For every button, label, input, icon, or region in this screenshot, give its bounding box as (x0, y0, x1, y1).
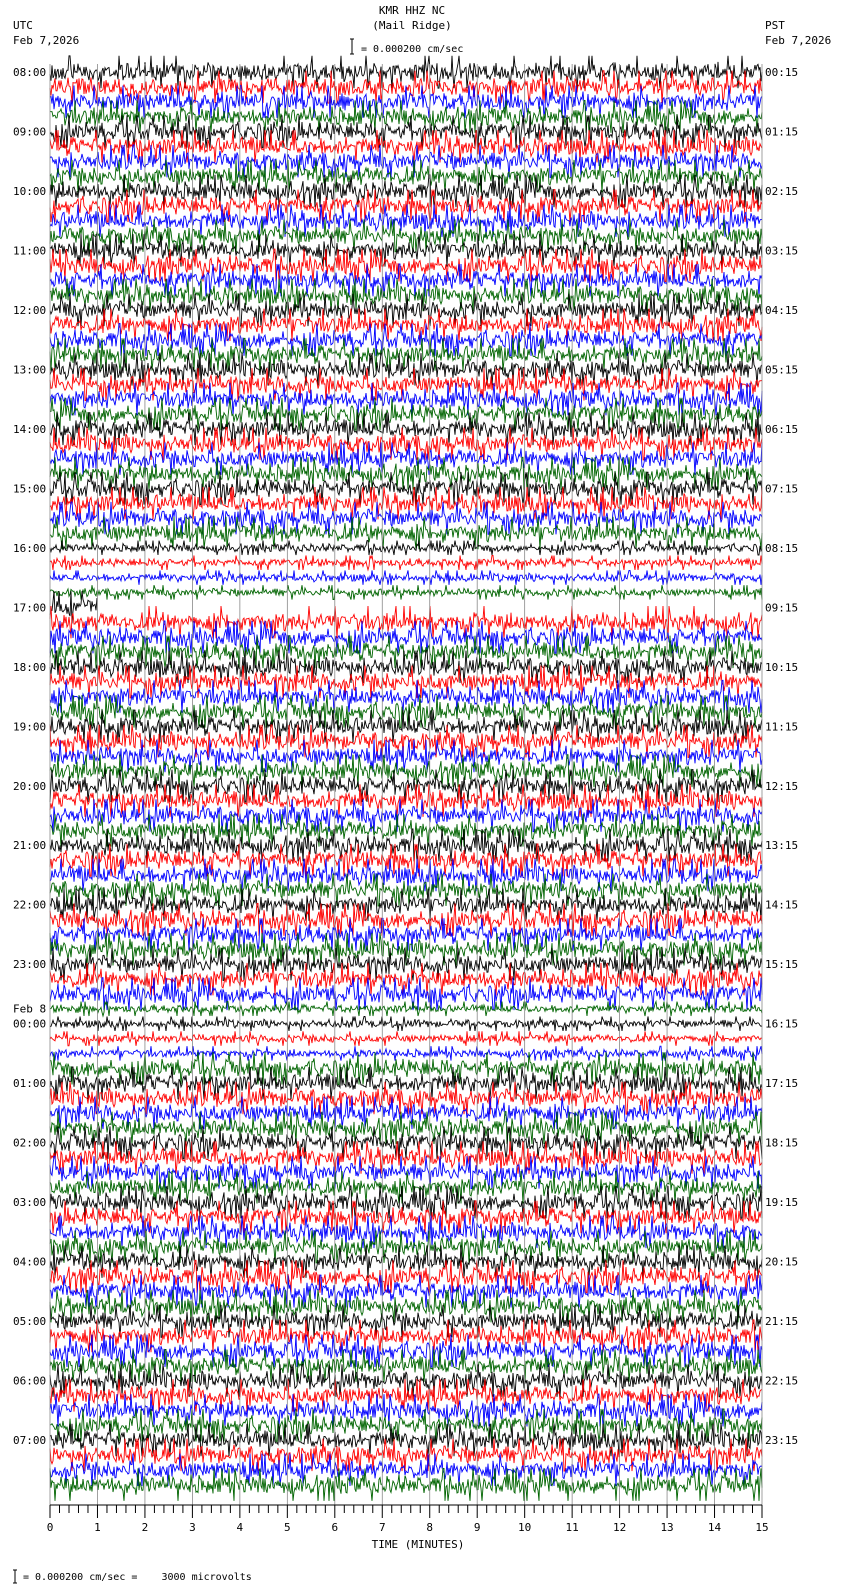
seismic-trace (50, 585, 762, 599)
utc-hour-label: 15:00 (13, 482, 47, 496)
pst-hour-label: 22:15 (765, 1374, 799, 1388)
utc-hour-label: 10:00 (13, 184, 47, 198)
seismic-trace (50, 570, 762, 584)
pst-hour-label: 16:15 (765, 1017, 799, 1031)
pst-hour-label: 07:15 (765, 482, 799, 496)
pst-hour-label: 08:15 (765, 541, 799, 555)
x-tick-label: 5 (284, 1521, 291, 1534)
utc-hour-label: 05:00 (13, 1315, 47, 1329)
pst-hour-label: 18:15 (765, 1136, 799, 1150)
seismic-trace (50, 56, 762, 88)
utc-hour-label: 07:00 (13, 1434, 47, 1448)
date-change-label: Feb 8 (13, 1002, 47, 1016)
seismic-trace (50, 1031, 762, 1046)
pst-hour-label: 12:15 (765, 779, 799, 793)
pst-hour-label: 09:15 (765, 601, 799, 615)
seismic-trace (50, 1171, 762, 1204)
scale-bar-icon (350, 39, 354, 54)
seismic-trace (50, 621, 762, 653)
pst-hour-label: 15:15 (765, 958, 799, 972)
utc-hour-label: 08:00 (13, 66, 47, 79)
utc-hour-label: 03:00 (13, 1196, 47, 1210)
pst-hour-label: 01:15 (765, 125, 799, 139)
seismic-trace (50, 666, 762, 698)
x-tick-label: 9 (473, 1521, 481, 1534)
utc-hour-label: 17:00 (13, 601, 47, 615)
x-tick-label: 2 (141, 1521, 149, 1534)
seismic-trace (50, 1379, 762, 1411)
seismic-trace (50, 1097, 762, 1129)
utc-hour-label: 14:00 (13, 422, 47, 436)
pst-hour-label: 04:15 (765, 303, 799, 317)
seismic-trace (50, 556, 762, 570)
utc-hour-label: 11:00 (13, 244, 47, 258)
utc-hour-label: 01:00 (13, 1077, 47, 1091)
utc-hour-label: 22:00 (13, 898, 47, 912)
utc-hour-label: 19:00 (13, 720, 47, 734)
seismic-trace (50, 1305, 762, 1337)
x-tick-label: 11 (565, 1521, 579, 1534)
utc-hour-label: 00:00 (13, 1017, 47, 1031)
seismic-trace (50, 541, 762, 555)
traces (50, 56, 762, 1501)
x-tick-label: 3 (189, 1521, 196, 1534)
x-tick-label: 7 (378, 1521, 386, 1534)
seismic-trace (50, 1320, 762, 1352)
x-tick-label: 1 (94, 1521, 101, 1534)
pst-hour-label: 19:15 (765, 1196, 799, 1210)
utc-hour-label: 04:00 (13, 1255, 47, 1269)
pst-hour-label: 20:15 (765, 1255, 799, 1269)
utc-hour-label: 02:00 (13, 1136, 47, 1150)
utc-hour-label: 16:00 (13, 541, 47, 555)
pst-hour-label: 02:15 (765, 184, 799, 198)
utc-hour-label: 12:00 (13, 303, 47, 317)
utc-hour-label: 20:00 (13, 779, 47, 793)
pst-hour-label: 03:15 (765, 244, 799, 258)
x-tick-label: 0 (46, 1521, 54, 1534)
pst-hour-label: 11:15 (765, 720, 799, 734)
left-timezone: UTC (13, 19, 33, 32)
pst-hour-label: 06:15 (765, 422, 799, 436)
pst-hour-label: 14:15 (765, 898, 799, 912)
x-tick-label: 6 (331, 1521, 339, 1534)
pst-hour-label: 05:15 (765, 363, 799, 377)
pst-hour-label: 00:15 (765, 66, 799, 79)
utc-hour-label: 23:00 (13, 958, 47, 972)
x-tick-label: 10 (518, 1521, 532, 1534)
footer-scale-icon (13, 1570, 17, 1583)
utc-hour-label: 13:00 (13, 363, 47, 377)
pst-hour-label: 21:15 (765, 1315, 799, 1329)
station-title: KMR HHZ NC (378, 4, 446, 17)
pst-hour-label: 13:15 (765, 839, 799, 853)
x-tick-label: 15 (755, 1521, 769, 1534)
utc-hour-label: 06:00 (13, 1374, 47, 1388)
x-axis-label: TIME (MINUTES) (371, 1538, 465, 1551)
seismic-trace (50, 1017, 762, 1031)
seismic-trace (50, 695, 762, 727)
utc-hour-label: 09:00 (13, 125, 47, 139)
left-date: Feb 7,2026 (13, 34, 80, 47)
x-tick-label: 8 (426, 1521, 434, 1534)
station-location: (Mail Ridge) (372, 19, 452, 32)
x-tick-label: 4 (236, 1521, 244, 1534)
utc-hour-label: 21:00 (13, 839, 47, 853)
seismic-trace (50, 606, 762, 638)
pst-hour-label: 23:15 (765, 1434, 799, 1448)
utc-hour-label: 18:00 (13, 660, 47, 674)
x-tick-label: 12 (612, 1521, 627, 1534)
pst-hour-label: 17:15 (765, 1077, 799, 1091)
pst-hour-label: 10:15 (765, 660, 799, 674)
footer-scale-note: = 0.000200 cm/sec = 3000 microvolts (23, 1572, 252, 1583)
x-tick-label: 14 (707, 1521, 722, 1534)
scale-label: = 0.000200 cm/sec (361, 44, 464, 55)
x-axis (47, 1505, 769, 1534)
right-date: Feb 7,2026 (765, 34, 832, 47)
seismic-trace (50, 1046, 762, 1060)
seismic-trace (50, 1002, 762, 1016)
right-timezone: PST (765, 19, 785, 32)
x-tick-label: 13 (660, 1521, 674, 1534)
seismic-trace (50, 1468, 762, 1500)
seismic-trace (50, 517, 762, 549)
